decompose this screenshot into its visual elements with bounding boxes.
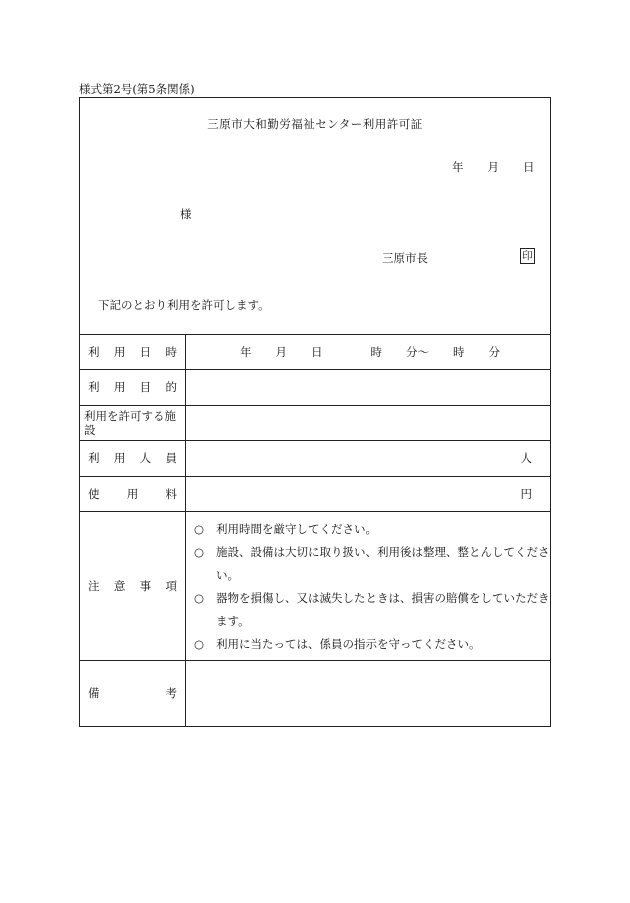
- circle-bullet-icon: ○: [194, 637, 205, 651]
- unit-persons: 人: [520, 451, 532, 465]
- note-item: ○ 器物を損傷し、又は滅失したときは、損害の賠償をしていただきます。: [194, 587, 554, 633]
- form-header: [80, 98, 550, 335]
- date-month: 月: [487, 160, 499, 174]
- label-notes: 注 意 事 項: [88, 578, 177, 593]
- permit-form: [79, 97, 551, 727]
- document-title: 三原市大和勤労福祉センター利用許可証: [207, 117, 423, 131]
- row-persons: [80, 440, 550, 477]
- row-remarks: [80, 660, 550, 726]
- notes-list: [194, 518, 554, 656]
- value-purpose: [186, 369, 550, 405]
- note-item: ○ 利用時間を厳守してください。: [194, 518, 554, 541]
- value-facility: [186, 405, 550, 440]
- note-item: ○ 利用に当たっては、係員の指示を守ってください。: [194, 633, 554, 656]
- row-facility: [80, 405, 550, 441]
- circle-bullet-icon: ○: [194, 522, 205, 536]
- label-remarks: 備 考: [88, 686, 177, 700]
- value-persons: [186, 440, 550, 476]
- issuer: 三原市長: [382, 251, 428, 265]
- value-notes: [186, 511, 550, 660]
- label-facility: 利用を許可する施設: [84, 408, 176, 437]
- note-item: ○ 施設、設備は大切に取り扱い、利用後は整理、整とんしてください。: [194, 541, 554, 587]
- row-usage-datetime: [80, 334, 550, 370]
- form-number: 様式第2号(第5条関係): [79, 82, 195, 96]
- row-purpose: [80, 369, 550, 406]
- label-fee: 使 用 料: [88, 486, 177, 501]
- label-purpose: 利 用 目 的: [88, 380, 177, 394]
- date-day: 日: [523, 160, 535, 174]
- issue-date: [452, 159, 535, 175]
- label-persons: 利 用 人 員: [88, 451, 177, 465]
- row-fee: [80, 476, 550, 512]
- date-year: 年: [452, 160, 464, 174]
- value-remarks: [186, 660, 550, 726]
- seal-mark: 印: [520, 248, 535, 264]
- label-usage-datetime: 利 用 日 時: [88, 344, 177, 359]
- value-usage-datetime: 年 月 日 時 分〜 時 分: [240, 344, 500, 359]
- row-notes: [80, 511, 550, 661]
- addressee: 様: [180, 207, 192, 221]
- circle-bullet-icon: ○: [194, 545, 205, 559]
- unit-fee: 円: [520, 486, 532, 501]
- circle-bullet-icon: ○: [194, 591, 205, 605]
- permission-notice: 下記のとおり利用を許可します。: [98, 298, 270, 312]
- value-fee: [186, 476, 550, 511]
